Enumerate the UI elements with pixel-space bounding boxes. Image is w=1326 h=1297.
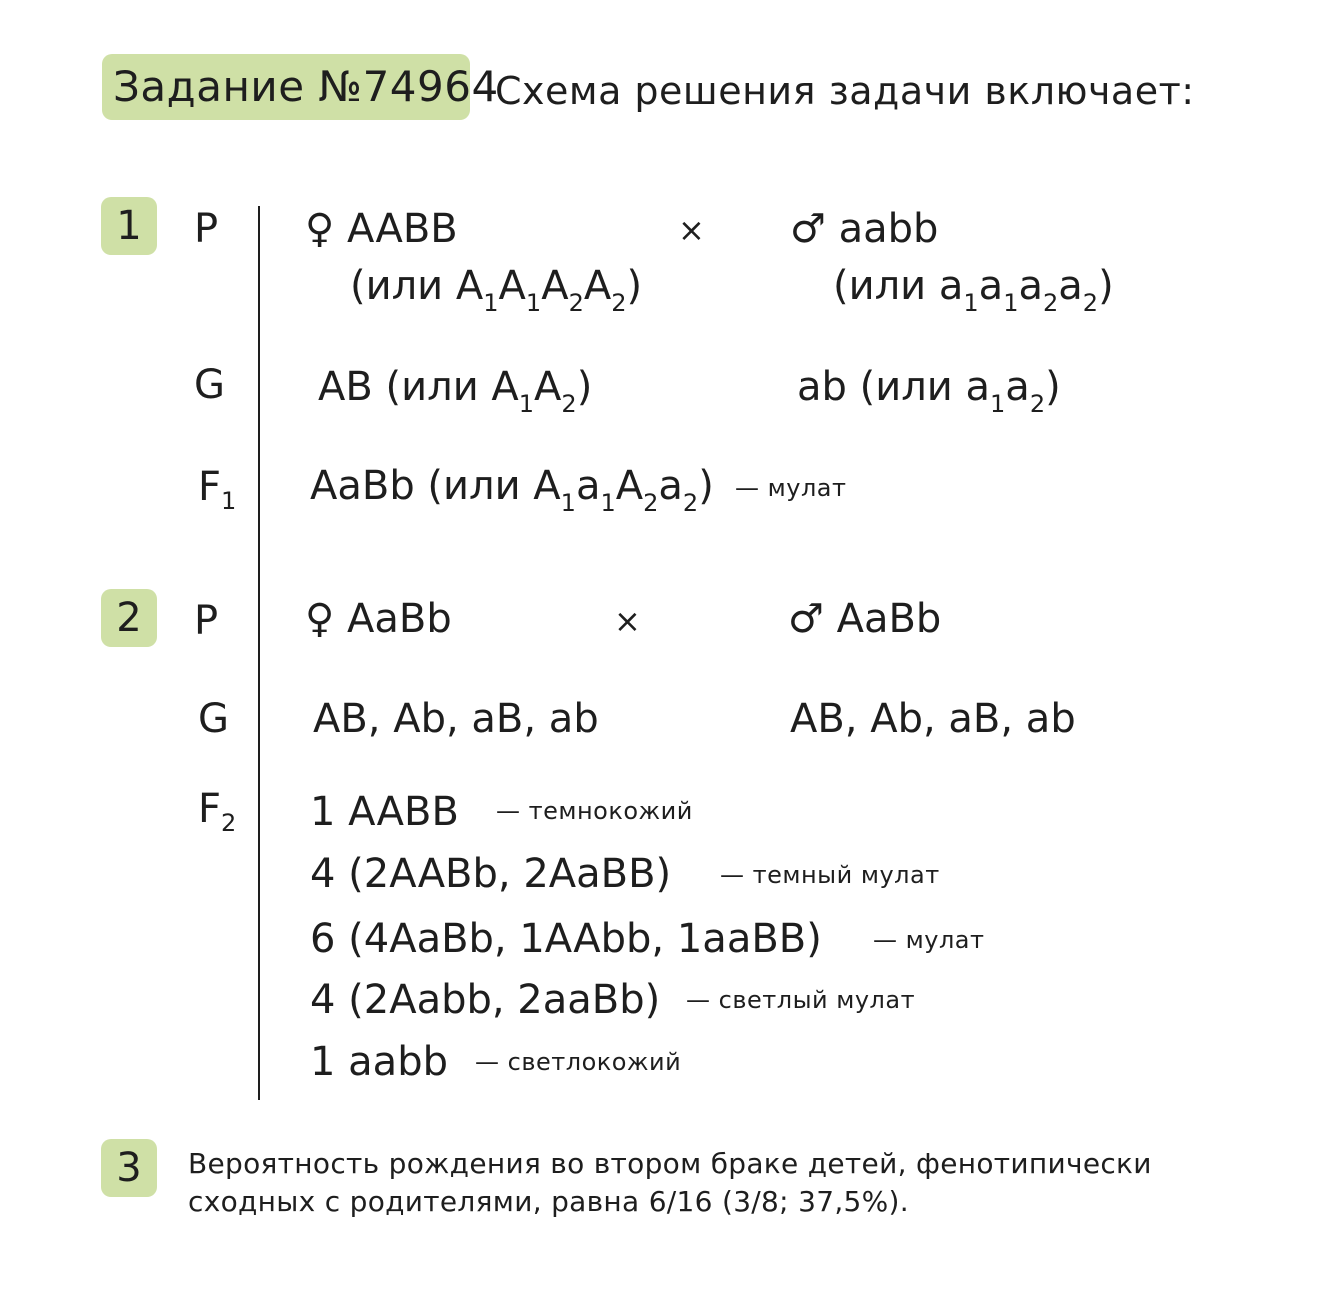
f2-genotype-3: 6 (4AaBb, 1AAbb, 1aaBB)	[310, 916, 822, 962]
f2-phenotype-1: — темнокожий	[496, 797, 693, 825]
f2-genotype-5: 1 aabb	[310, 1039, 448, 1085]
cross1-female-parent	[305, 205, 458, 253]
cross1-offspring: AaBb (или $A_1a_1A_2a_2$)	[310, 463, 714, 517]
f2-phenotype-2: — темный мулат	[720, 861, 940, 889]
task-number: Задание №74964	[113, 62, 499, 111]
step-3-badge: 3	[101, 1139, 157, 1197]
f2-phenotype-4: — светлый мулат	[686, 986, 916, 1014]
cross2-cross-icon: ×	[614, 602, 641, 640]
cross2-male-gametes: AB, Ab, aB, ab	[790, 696, 1076, 742]
label-f1: $F_1$	[198, 464, 237, 515]
female-symbol-icon: ♀	[305, 206, 335, 252]
cross1-offspring-phenotype: — мулат	[735, 474, 847, 502]
scheme-divider	[258, 206, 260, 1100]
page-title: Схема решения задачи включает:	[495, 69, 1195, 113]
label-parents-2: P	[194, 598, 219, 644]
label-parents-1: P	[194, 206, 219, 252]
male-symbol-icon: ♂	[790, 206, 826, 252]
female-symbol-icon: ♀	[305, 596, 335, 642]
f2-genotype-1: 1 AABB	[310, 789, 459, 835]
cross2-female-parent	[305, 595, 452, 643]
step-1-badge: 1	[101, 197, 157, 255]
label-gametes-1: G	[194, 362, 225, 408]
cross1-male-alt: (или $a_1a_1a_2a_2$)	[833, 263, 1114, 317]
f2-phenotype-5: — светлокожий	[475, 1048, 682, 1076]
label-f2: $F_2$	[198, 786, 237, 837]
cross2-male-genotype: AaBb	[836, 596, 942, 642]
cross1-male-gametes: ab (или $a_1a_2$)	[797, 364, 1061, 418]
cross2-female-genotype: AaBb	[347, 596, 452, 642]
cross1-male-genotype: aabb	[838, 206, 939, 252]
step-2-badge: 2	[101, 589, 157, 647]
cross2-female-gametes: AB, Ab, aB, ab	[313, 696, 599, 742]
f2-genotype-2: 4 (2AABb, 2AaBB)	[310, 851, 672, 897]
male-symbol-icon: ♂	[788, 596, 824, 642]
cross1-female-alt: (или $A_1A_1A_2A_2$)	[350, 263, 643, 317]
cross1-female-gametes: AB (или $A_1A_2$)	[318, 364, 593, 418]
f2-phenotype-3: — мулат	[873, 926, 985, 954]
cross1-male-parent	[790, 205, 938, 253]
f2-genotype-4: 4 (2Aabb, 2aaBb)	[310, 977, 661, 1023]
cross2-male-parent	[788, 595, 941, 643]
cross1-cross-icon: ×	[678, 211, 705, 249]
label-gametes-2: G	[198, 696, 229, 742]
cross1-female-genotype: AABB	[347, 206, 458, 252]
answer-text: Вероятность рождения во втором браке детей, фенотипически сходных с родителями, равна 6/16 (3/8; 37,5%).	[188, 1147, 1152, 1218]
